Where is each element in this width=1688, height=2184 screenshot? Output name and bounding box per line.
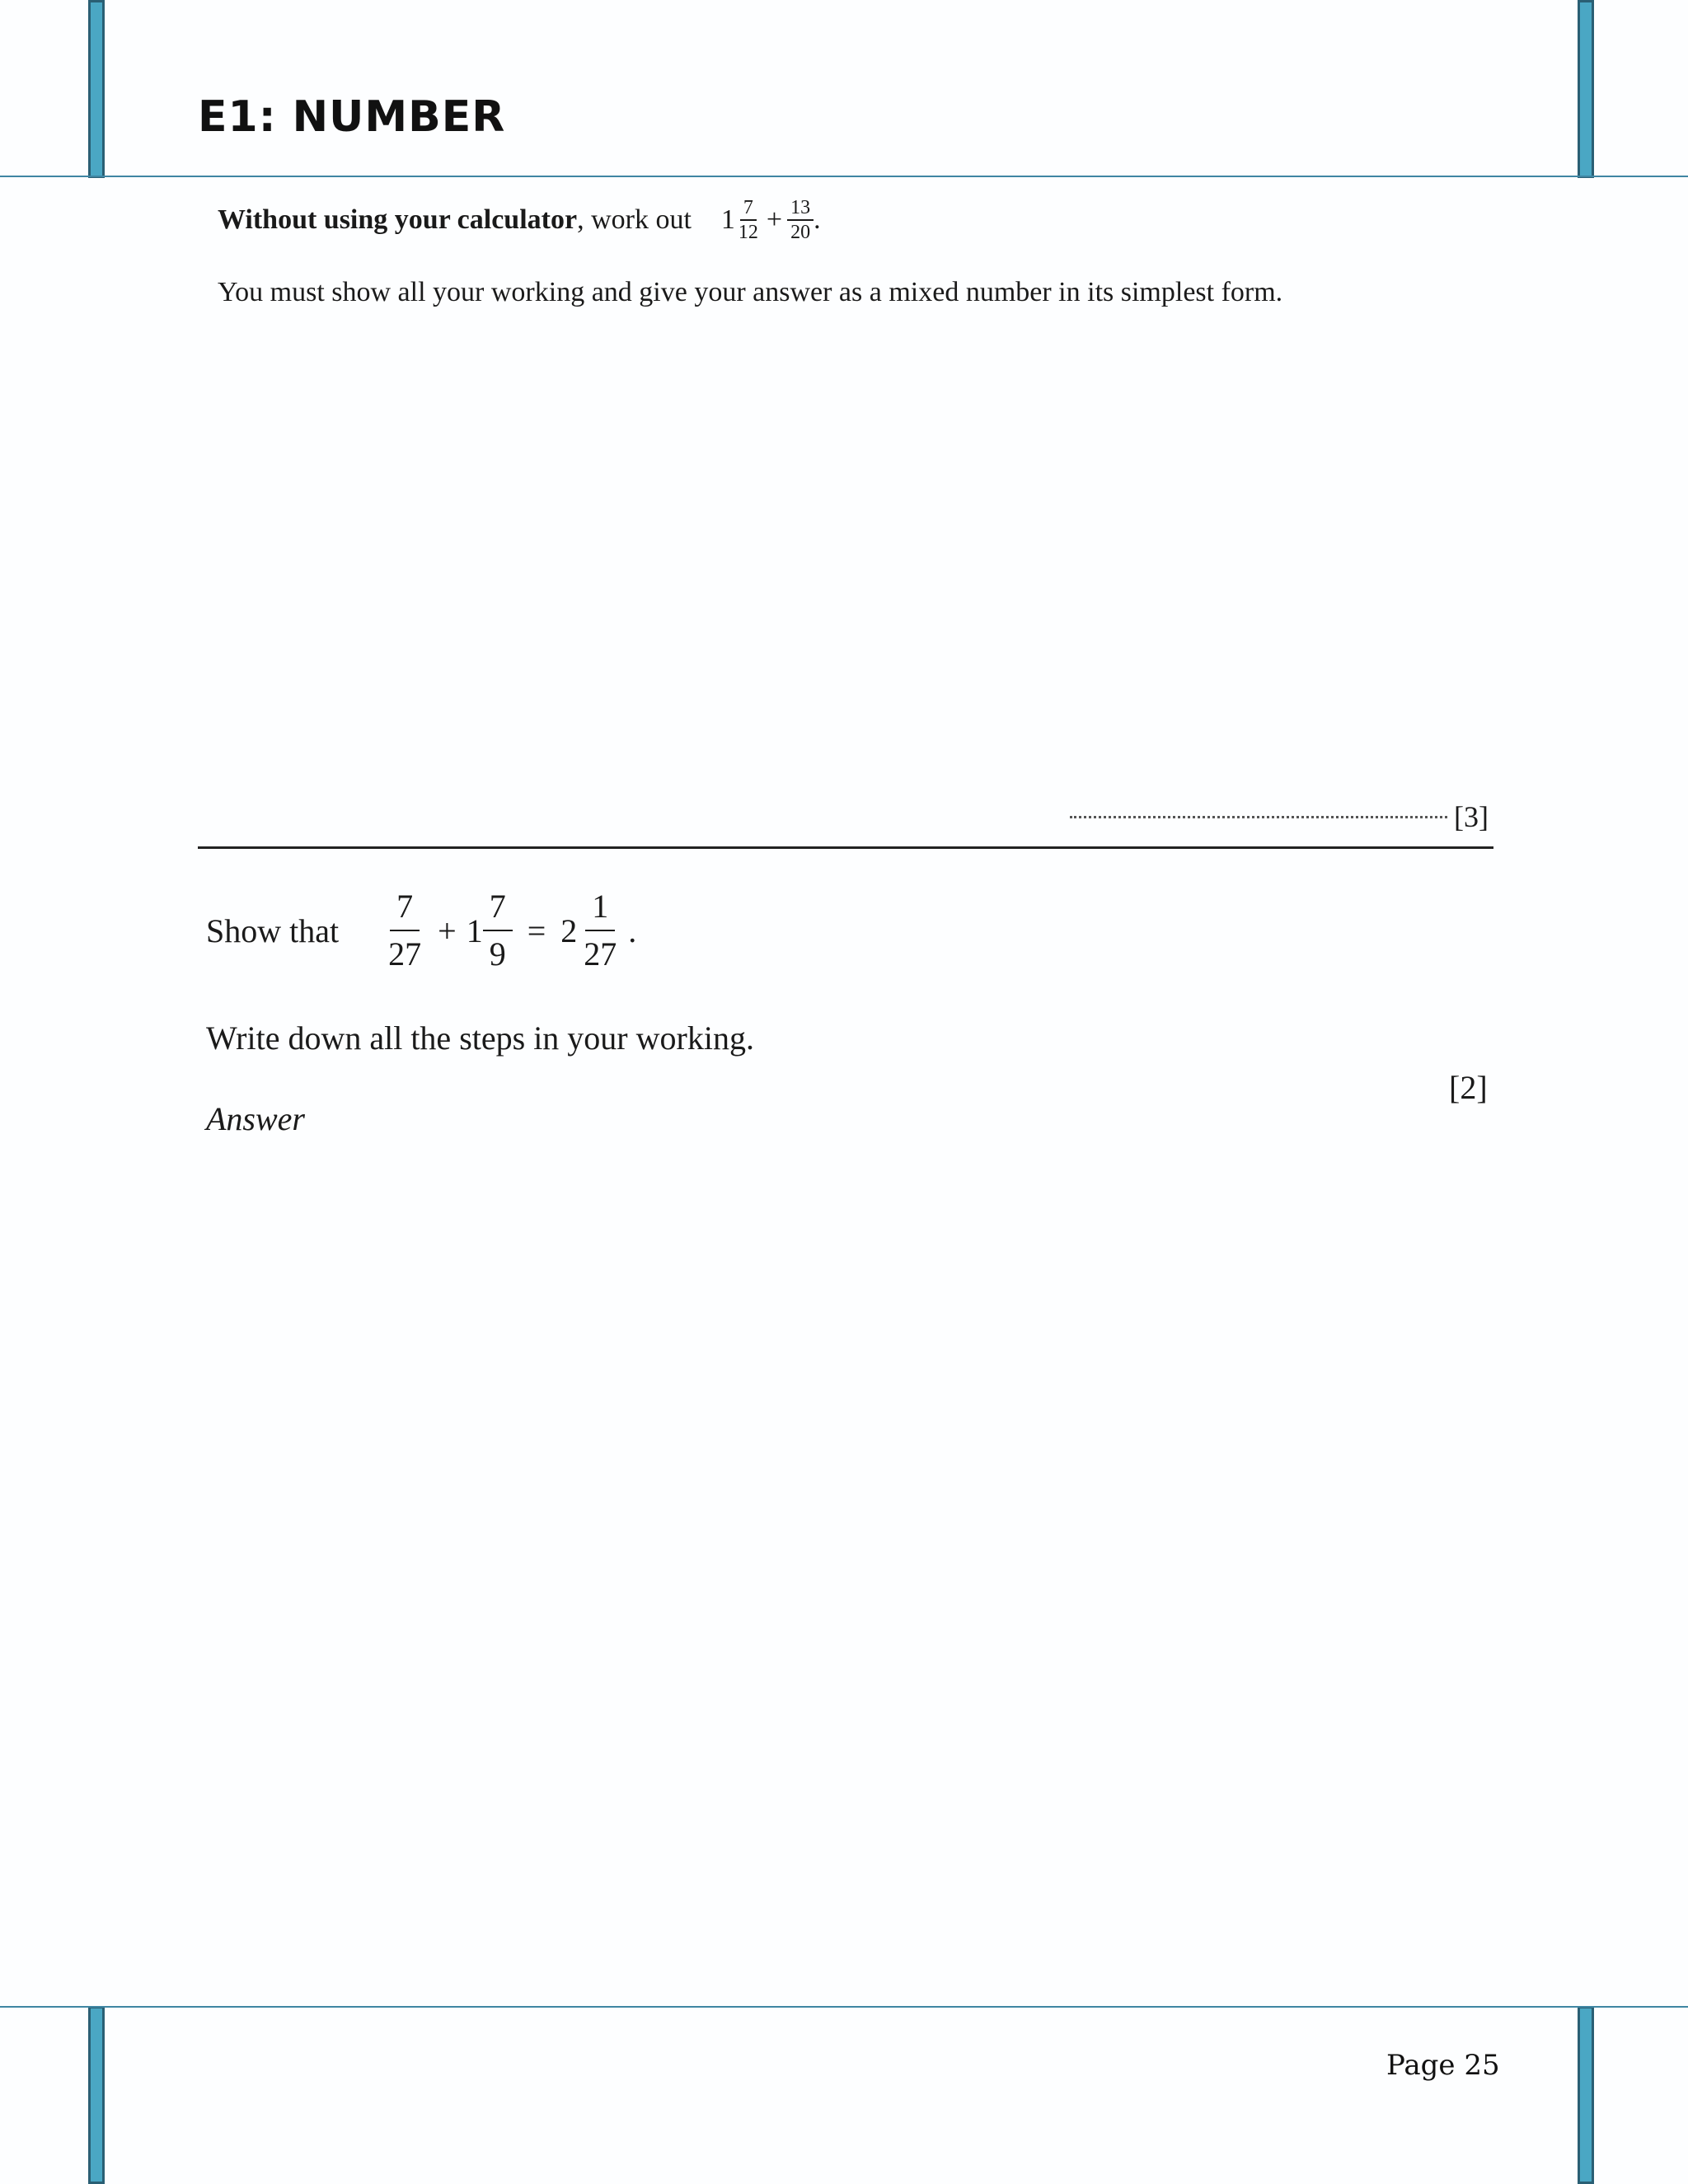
header-rule xyxy=(0,176,1688,177)
question-2-lead: Show that xyxy=(206,912,340,949)
question-2-fraction-2 xyxy=(483,890,513,971)
fraction-denominator: 27 xyxy=(584,935,617,972)
top-left-accent-bar xyxy=(88,0,105,178)
result-whole: 2 xyxy=(560,912,578,949)
page-title: E1: NUMBER xyxy=(198,92,506,142)
top-right-accent-bar xyxy=(1578,0,1594,178)
question-2-expression-end: . xyxy=(628,912,637,949)
fraction-numerator: 7 xyxy=(483,890,513,931)
question-1-prompt xyxy=(218,198,821,242)
answer-label: Answer xyxy=(206,1100,305,1137)
fraction-numerator: 7 xyxy=(390,890,420,931)
question-2-prompt xyxy=(206,890,636,971)
question-1-fraction-1 xyxy=(735,198,762,242)
question-2-marks: [2] xyxy=(1449,1069,1488,1106)
question-2-instruction: Write down all the steps in your working. xyxy=(206,1019,754,1057)
fraction-denominator: 9 xyxy=(489,935,506,972)
bottom-left-accent-bar xyxy=(88,2006,105,2184)
question-1-marks: [3] xyxy=(1454,800,1489,833)
question-1-bold-lead: Without using your calculator xyxy=(218,204,578,235)
question-divider xyxy=(198,846,1493,849)
question-1-operator: + xyxy=(766,204,783,235)
fraction-numerator: 1 xyxy=(585,890,615,931)
question-1-lead-rest: , work out xyxy=(577,204,692,235)
fraction-denominator: 20 xyxy=(790,222,811,243)
question-1-instruction: You must show all your working and give your answer as a mixed number in its simplest form. xyxy=(218,277,1283,307)
plus-operator: + xyxy=(438,912,457,949)
question-1-expression-end: . xyxy=(814,204,821,235)
answer-line xyxy=(1070,816,1447,818)
fraction-denominator: 27 xyxy=(388,935,422,972)
question-1-whole-number: 1 xyxy=(720,204,735,235)
question-1-fraction-2 xyxy=(787,198,814,242)
fraction-numerator: 13 xyxy=(787,198,814,221)
page-number: Page 25 xyxy=(1386,2049,1500,2082)
bottom-right-accent-bar xyxy=(1578,2006,1594,2184)
mixed-whole: 1 xyxy=(466,912,483,949)
question-2-fraction-1 xyxy=(382,890,428,971)
fraction-denominator: 12 xyxy=(738,222,758,243)
question-2-fraction-3 xyxy=(577,890,623,971)
equals-operator: = xyxy=(527,912,546,949)
fraction-numerator: 7 xyxy=(740,198,757,221)
footer-rule xyxy=(0,2006,1688,2008)
